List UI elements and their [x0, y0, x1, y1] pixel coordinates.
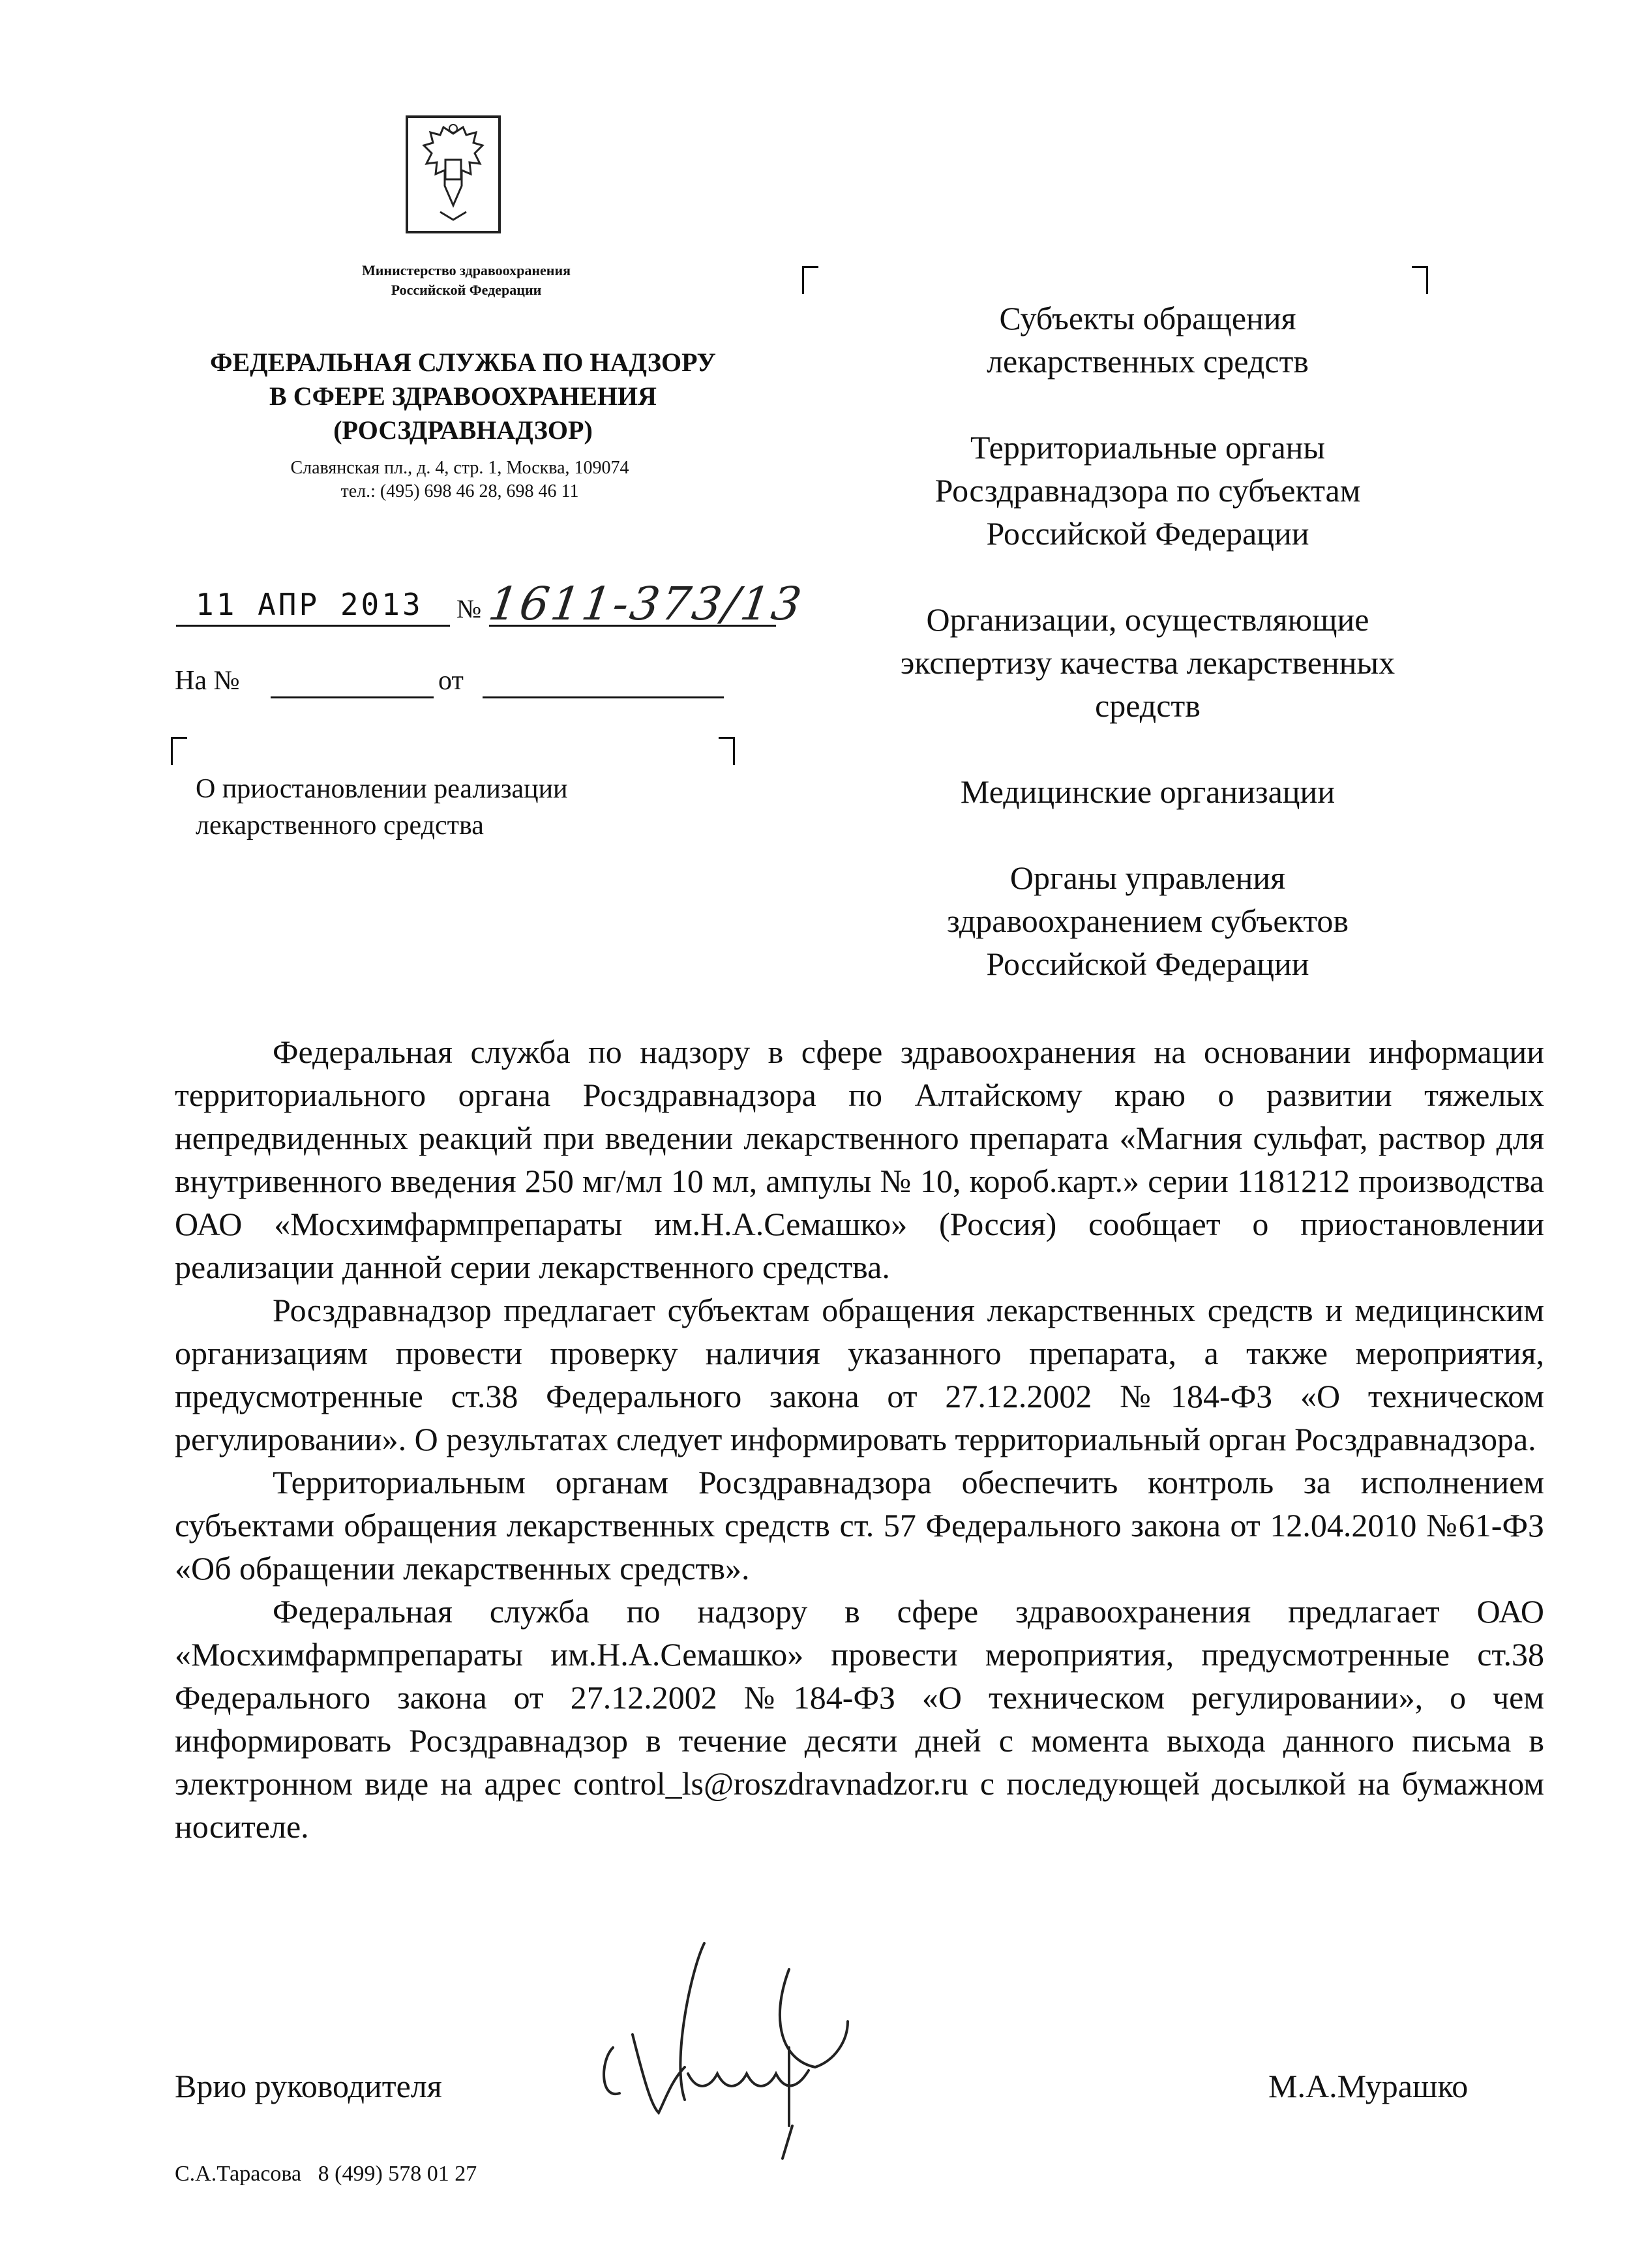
service-line-1: ФЕДЕРАЛЬНАЯ СЛУЖБА ПО НАДЗОРУ [210, 348, 716, 377]
subject-line-1: О приостановлении реализации [196, 774, 568, 804]
signatory-title: Врио руководителя [175, 2068, 442, 2104]
handwritten-signature-icon [574, 1930, 939, 2165]
date-underline [176, 625, 450, 627]
letter-body [175, 1030, 1544, 1848]
subject-corner-right [719, 737, 735, 765]
on-number-blank [271, 696, 434, 698]
service-name [163, 346, 763, 447]
recipient-corner-left [802, 266, 818, 294]
recipient-item [822, 426, 1474, 555]
recipient-corner-right [1412, 266, 1428, 294]
executor-phone: 8 (499) 578 01 27 [318, 2162, 477, 2186]
executor-contact [175, 2162, 477, 2186]
ministry-line-1: Министерство здравоохранения [361, 262, 571, 278]
recipient-item [822, 856, 1474, 985]
body-paragraph-2: Росздравнадзор предлагает субъектам обращения лекарственных средств и медицинским организациям провести проверку наличия указанного препарата, а также мероприятия, предусмотренные ст.38 Федерального закона от 27.12.2002 №184-ФЗ «О техническом регулировании». О результатах следует информировать территориальный орган Росздравнадзора. [175, 1292, 1544, 1457]
registration-number-handwritten: 1611-373/13 [485, 577, 807, 631]
recipient-item [822, 297, 1474, 383]
recipient-line: Субъекты обращения [999, 300, 1296, 336]
recipient-item [822, 598, 1474, 727]
registration-date-stamp: 11 АПР 2013 [196, 587, 423, 622]
body-paragraph-1: Федеральная служба по надзору в сфере здравоохранения на основании информации территориального органа Росздравнадзора по Алтайскому краю о развитии тяжелых непредвиденных реакций при введении лекарственного препарата «Магния сульфат, раствор для внутривенного введения 250 мг/мл 10 мл, ампулы № 10, короб.карт.» серии 1181212 производства ОАО «Мосхимфармпрепараты им.Н.А.Семашко» (Россия) сообщает о приостановлении реализации данной серии лекарственного средства. [175, 1034, 1544, 1285]
recipient-item [822, 770, 1474, 813]
coat-of-arms-emblem-icon [404, 114, 502, 235]
recipient-line: здравоохранением субъектов [946, 903, 1349, 939]
recipients-block [822, 297, 1474, 985]
recipient-line: Территориальные органы [970, 429, 1326, 466]
recipient-line: экспертизу качества лекарственных [900, 644, 1396, 681]
recipient-line: Органы управления [1009, 859, 1286, 896]
number-sign: № [456, 594, 482, 623]
recipient-line: Медицинские организации [960, 773, 1336, 810]
address-line-1: Славянская пл., д. 4, стр. 1, Москва, 109074 [290, 458, 629, 478]
recipient-line: Росздравнадзора по субъектам [934, 472, 1361, 509]
recipient-line: средств [1095, 687, 1201, 724]
recipient-line: Организации, осуществляющие [926, 601, 1369, 638]
recipient-line: Российской Федерации [986, 515, 1309, 552]
on-number-label: На № [175, 666, 240, 696]
address-line-2: тел.: (495) 698 46 28, 698 46 11 [340, 481, 579, 501]
number-underline [489, 625, 776, 627]
body-paragraph-4: Федеральная служба по надзору в сфере здравоохранения предлагает ОАО «Мосхимфармпрепараты им.Н.А.Семашко» провести мероприятия, предусмотренные ст.38 Федерального закона от 27.12.2002 №184-ФЗ «О техническом регулировании», о чем информировать Росздравнадзор в течение десяти дней с момента выхода данного письма в электронном виде на адрес control_ls@roszdravnadzor.ru с последующей досылкой на бумажном носителе. [175, 1593, 1544, 1845]
subject-line-2: лекарственного средства [196, 811, 484, 841]
service-line-2: В СФЕРЕ ЗДРАВООХРАНЕНИЯ [269, 381, 657, 411]
executor-name: С.А.Тарасова [175, 2162, 302, 2186]
service-address [215, 456, 704, 503]
ministry-line-2: Российской Федерации [391, 282, 542, 298]
letter-subject [196, 771, 730, 844]
recipient-line: Российской Федерации [986, 946, 1309, 982]
body-paragraph-3: Территориальным органам Росздравнадзора обеспечить контроль за исполнением субъектами обращения лекарственных средств ст. 57 Федерального закона от 12.04.2010 №61-ФЗ «Об обращении лекарственных средств». [175, 1464, 1544, 1587]
service-line-3: (РОСЗДРАВНАДЗОР) [333, 415, 593, 445]
from-date-blank [483, 696, 724, 698]
subject-corner-left [171, 737, 187, 765]
ministry-name [280, 261, 652, 300]
recipient-line: лекарственных средств [987, 343, 1309, 380]
signatory-name: М.А.Мурашко [1268, 2068, 1469, 2104]
from-label: от [438, 666, 464, 696]
